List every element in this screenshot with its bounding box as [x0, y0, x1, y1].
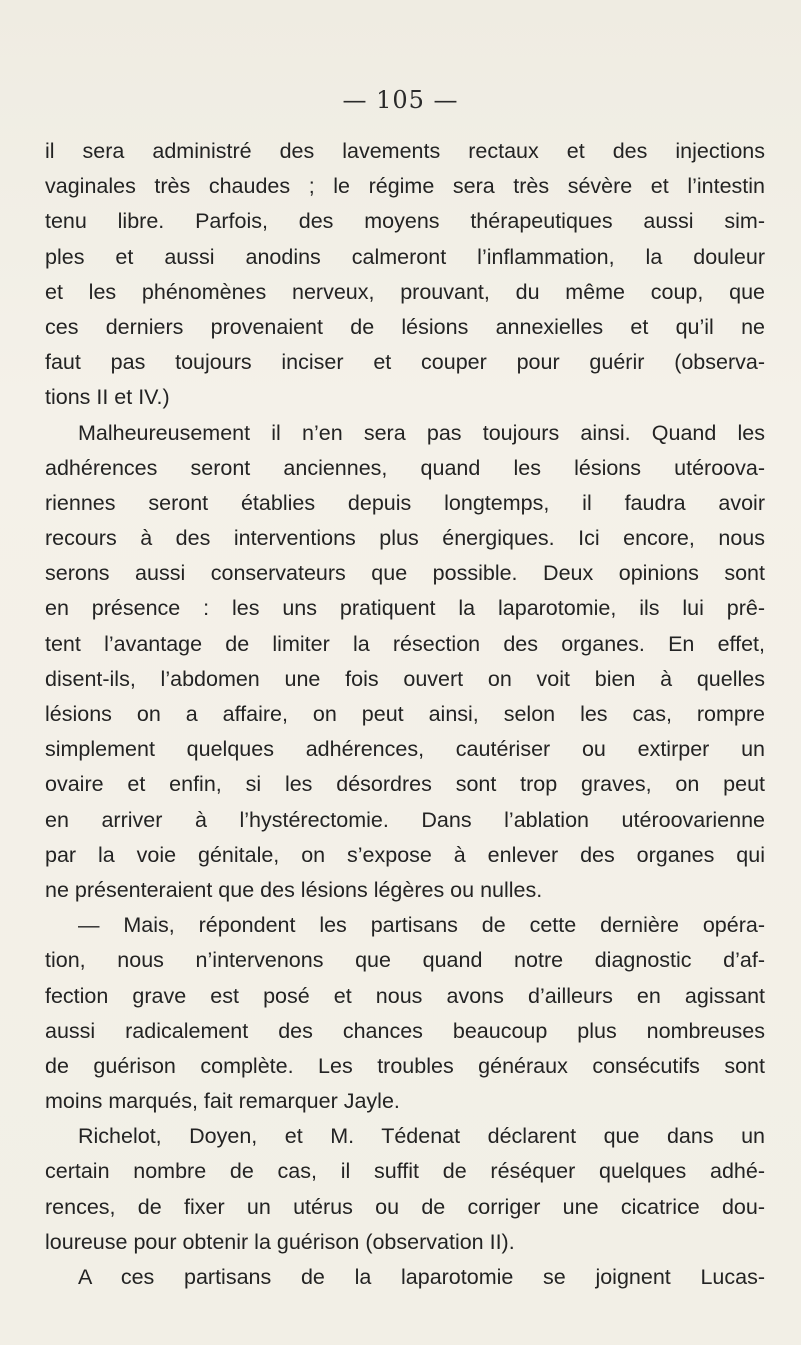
text-line: il sera administré des lavements rectaux et des injections: [45, 139, 765, 163]
text-line: simplement quelques adhérences, cautériser ou extirper un: [45, 737, 765, 762]
text-line: loureuse pour obtenir la guérison (observation II).: [45, 1229, 515, 1254]
text-line: Malheureusement il n’en sera pas toujours ainsi. Quand les: [78, 420, 765, 445]
text-line: fection grave est posé et nous avons d’ailleurs en agissant: [45, 983, 765, 1008]
text-line: faut pas toujours inciser et couper pour guérir (observa-: [45, 350, 765, 375]
text-line: ovaire et enfin, si les désordres sont trop graves, on peut: [45, 772, 765, 797]
text-line: et les phénomènes nerveux, prouvant, du même coup, que: [45, 279, 765, 304]
text-line: disent-ils, l’abdomen une fois ouvert on voit bien à quelles: [45, 666, 765, 691]
text-line: aussi radicalement des chances beaucoup plus nombreuses: [45, 1018, 765, 1043]
text-line: de guérison complète. Les troubles généraux consécutifs sont: [45, 1053, 765, 1078]
page-number: — 105 —: [342, 86, 459, 114]
body-text: [45, 134, 765, 1295]
text-line: — Mais, répondent les partisans de cette dernière opéra-: [78, 913, 765, 938]
text-line: ples et aussi anodins calmeront l’inflammation, la douleur: [45, 244, 765, 269]
text-line: ces derniers provenaient de lésions annexielles et qu’il ne: [45, 314, 765, 339]
text-line: vaginales très chaudes ; le régime sera très sévère et l’intestin: [45, 174, 765, 199]
text-line: serons aussi conservateurs que possible. Deux opinions sont: [45, 561, 765, 586]
text-line: adhérences seront anciennes, quand les lésions utéroova-: [45, 455, 765, 480]
text-line: par la voie génitale, on s’expose à enlever des organes qui: [45, 842, 765, 867]
text-line: moins marqués, fait remarquer Jayle.: [45, 1089, 400, 1114]
text-line: tent l’avantage de limiter la résection des organes. En effet,: [45, 631, 765, 656]
text-line: ne présenteraient que des lésions légères ou nulles.: [45, 877, 543, 902]
text-line: riennes seront établies depuis longtemps, il faudra avoir: [45, 490, 765, 515]
text-line: en arriver à l’hystérectomie. Dans l’ablation utéroovarienne: [45, 807, 765, 832]
text-line: A ces partisans de la laparotomie se joignent Lucas-: [78, 1265, 765, 1289]
text-line: Richelot, Doyen, et M. Tédenat déclarent que dans un: [78, 1124, 765, 1149]
text-line: en présence : les uns pratiquent la laparotomie, ils lui prê-: [45, 596, 765, 621]
text-line: tenu libre. Parfois, des moyens thérapeutiques aussi sim-: [45, 209, 765, 234]
text-line: rences, de fixer un utérus ou de corriger une cicatrice dou-: [45, 1194, 765, 1219]
text-line: recours à des interventions plus énergiques. Ici encore, nous: [45, 526, 765, 551]
text-line: lésions on a affaire, on peut ainsi, selon les cas, rompre: [45, 702, 765, 726]
text-line: tions II et IV.): [45, 385, 170, 410]
text-line: certain nombre de cas, il suffit de réséquer quelques adhé-: [45, 1159, 765, 1184]
text-line: tion, nous n’intervenons que quand notre diagnostic d’af-: [45, 948, 765, 973]
